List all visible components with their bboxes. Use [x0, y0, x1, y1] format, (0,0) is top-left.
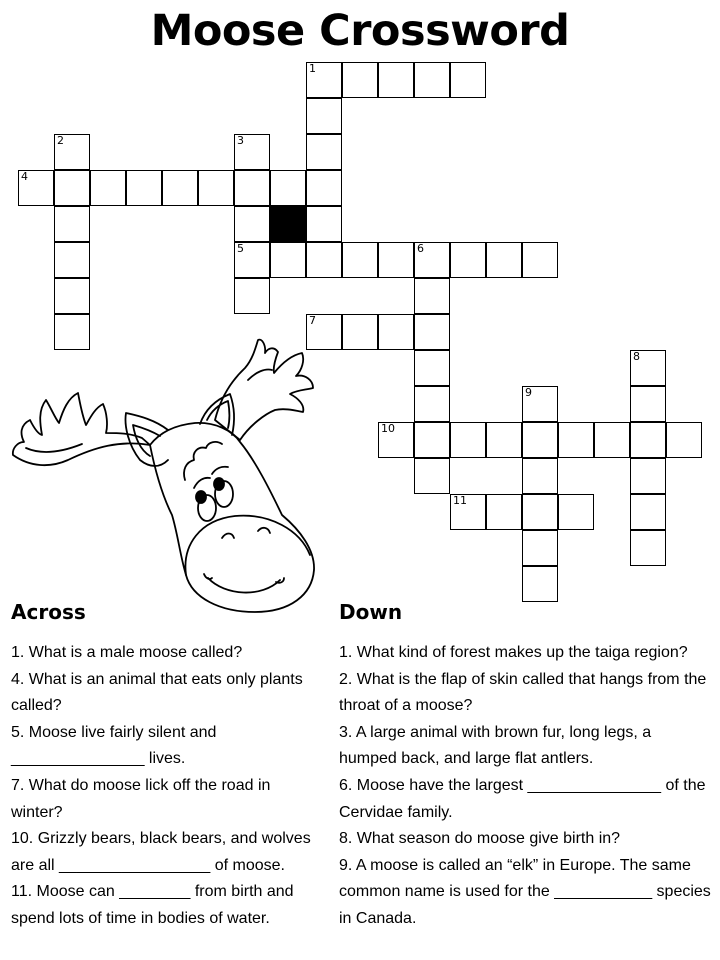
- crossword-cell[interactable]: [378, 422, 414, 458]
- crossword-cell[interactable]: [450, 494, 486, 530]
- crossword-cell[interactable]: [414, 422, 450, 458]
- across-clue: 1. What is a male moose called?: [11, 644, 243, 661]
- crossword-cell[interactable]: [378, 314, 414, 350]
- crossword-cell[interactable]: [630, 386, 666, 422]
- crossword-cell[interactable]: [198, 170, 234, 206]
- crossword-cell[interactable]: [342, 62, 378, 98]
- crossword-cell[interactable]: [306, 242, 342, 278]
- crossword-cell[interactable]: [270, 242, 306, 278]
- clue-number: 3: [237, 134, 244, 147]
- crossword-cell[interactable]: [594, 422, 630, 458]
- down-clue: 3. A large animal with brown fur, long legs, a humped back, and large flat antlers.: [339, 723, 652, 768]
- crossword-cell[interactable]: [414, 62, 450, 98]
- crossword-cell[interactable]: [666, 422, 702, 458]
- crossword-cell[interactable]: [414, 242, 450, 278]
- down-clue: 8. What season do moose give birth in?: [339, 830, 621, 848]
- down-clue: 9. A moose is called an “elk” in Europe. The same common name is used for the ___________ species in Canada.: [339, 856, 711, 927]
- across-clue: 11. Moose can ________ from birth and spend lots of time in bodies of water.: [11, 883, 294, 927]
- crossword-cell[interactable]: [522, 386, 558, 422]
- crossword-cell[interactable]: [630, 494, 666, 530]
- crossword-cell[interactable]: [342, 242, 378, 278]
- page-title: Moose Crossword: [150, 6, 570, 56]
- crossword-cell[interactable]: [522, 566, 558, 602]
- down-clue: 6. Moose have the largest _______________ of the Cervidae family.: [339, 776, 706, 821]
- crossword-cell[interactable]: [234, 134, 270, 170]
- crossword-cell[interactable]: [414, 314, 450, 350]
- crossword-cell[interactable]: [486, 242, 522, 278]
- clue-number: 1: [309, 62, 316, 75]
- crossword-cell[interactable]: [558, 422, 594, 458]
- clue-number: 9: [525, 386, 532, 399]
- crossword-cell[interactable]: [558, 494, 594, 530]
- crossword-cell[interactable]: [450, 242, 486, 278]
- crossword-cell[interactable]: [522, 494, 558, 530]
- down-clue: 1. What kind of forest makes up the taiga region?: [339, 644, 688, 661]
- crossword-cell[interactable]: [522, 242, 558, 278]
- across-clue-list: [11, 640, 323, 933]
- clue-number: 4: [21, 170, 28, 183]
- crossword-cell[interactable]: [414, 350, 450, 386]
- crossword-cell[interactable]: [54, 206, 90, 242]
- crossword-cell[interactable]: [630, 350, 666, 386]
- crossword-cell[interactable]: [90, 170, 126, 206]
- crossword-cell[interactable]: [234, 206, 270, 242]
- across-clue: 5. Moose live fairly silent and _______________ lives.: [11, 723, 217, 768]
- crossword-cell[interactable]: [306, 170, 342, 206]
- crossword-cell[interactable]: [450, 422, 486, 458]
- clue-number: 6: [417, 242, 424, 255]
- crossword-cell[interactable]: [450, 62, 486, 98]
- crossword-cell[interactable]: [234, 242, 270, 278]
- clue-number: 8: [633, 350, 640, 363]
- clue-number: 11: [453, 494, 467, 507]
- crossword-cell[interactable]: [234, 170, 270, 206]
- clue-number: 7: [309, 314, 316, 327]
- crossword-cell[interactable]: [126, 170, 162, 206]
- blocked-cell: [270, 206, 306, 242]
- crossword-cell[interactable]: [378, 242, 414, 278]
- across-clue: 7. What do moose lick off the road in winter?: [11, 776, 271, 821]
- down-heading: Down: [339, 600, 403, 624]
- crossword-cell[interactable]: [522, 458, 558, 494]
- moose-cartoon-icon: [0, 330, 330, 620]
- crossword-cell[interactable]: [522, 530, 558, 566]
- crossword-cell[interactable]: [414, 278, 450, 314]
- down-clue: 2. What is the flap of skin called that hangs from the throat of a moose?: [339, 670, 707, 715]
- crossword-cell[interactable]: [630, 422, 666, 458]
- crossword-cell[interactable]: [306, 206, 342, 242]
- crossword-cell[interactable]: [18, 170, 54, 206]
- crossword-cell[interactable]: [162, 170, 198, 206]
- crossword-cell[interactable]: [486, 494, 522, 530]
- crossword-cell[interactable]: [630, 458, 666, 494]
- across-clue: 4. What is an animal that eats only plants called?: [11, 670, 303, 715]
- crossword-cell[interactable]: [630, 530, 666, 566]
- clue-number: 2: [57, 134, 64, 147]
- crossword-cell[interactable]: [54, 170, 90, 206]
- crossword-cell[interactable]: [342, 314, 378, 350]
- across-heading: Across: [11, 600, 86, 624]
- down-clue-list: [339, 640, 711, 933]
- across-clues: [11, 598, 323, 933]
- across-clue: 10. Grizzly bears, black bears, and wolves are all _________________ of moose.: [11, 830, 311, 874]
- crossword-cell[interactable]: [234, 278, 270, 314]
- crossword-cell[interactable]: [54, 242, 90, 278]
- crossword-cell[interactable]: [306, 98, 342, 134]
- crossword-cell[interactable]: [270, 170, 306, 206]
- crossword-cell[interactable]: [414, 386, 450, 422]
- crossword-cell[interactable]: [522, 422, 558, 458]
- crossword-cell[interactable]: [378, 62, 414, 98]
- crossword-cell[interactable]: [306, 62, 342, 98]
- down-clues: [339, 598, 711, 933]
- crossword-cell[interactable]: [414, 458, 450, 494]
- crossword-cell[interactable]: [486, 422, 522, 458]
- crossword-cell[interactable]: [306, 134, 342, 170]
- clue-number: 5: [237, 242, 244, 255]
- crossword-cell[interactable]: [54, 134, 90, 170]
- crossword-cell[interactable]: [54, 278, 90, 314]
- clue-number: 10: [381, 422, 395, 435]
